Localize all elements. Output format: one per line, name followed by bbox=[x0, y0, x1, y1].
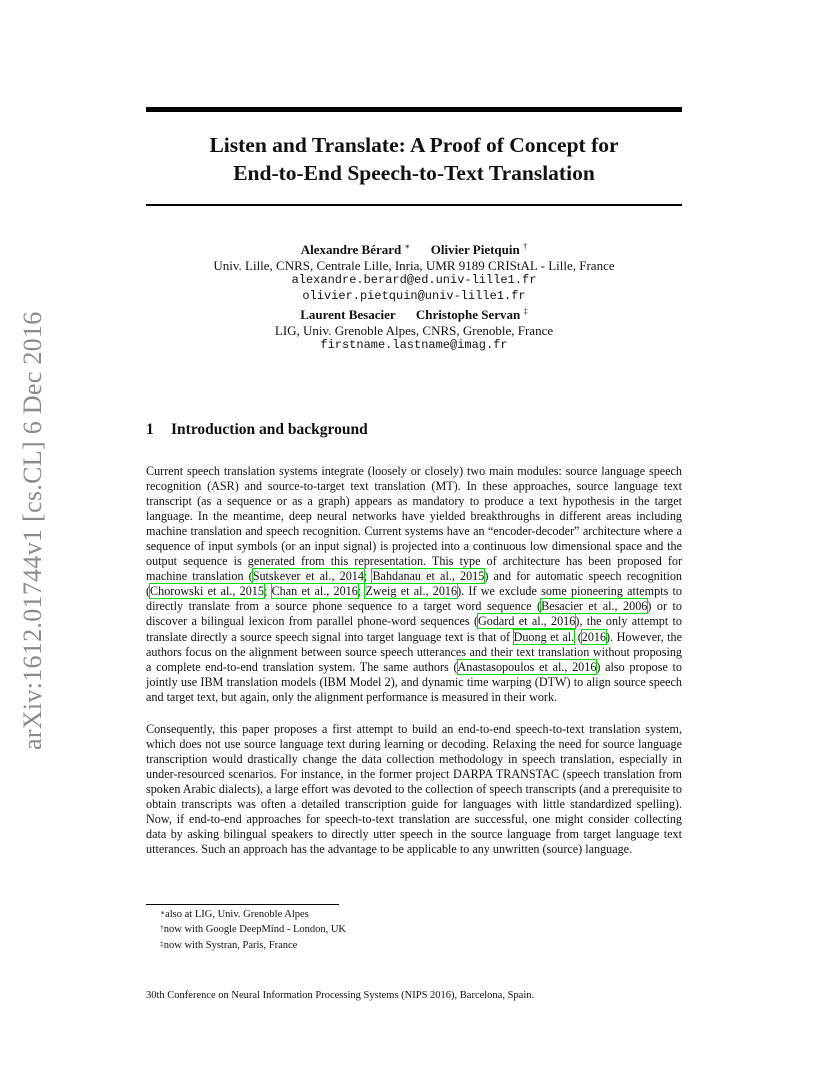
paragraph-text: ) or to discover a bilingual lexicon from parallel phone-word sequences ( bbox=[146, 599, 682, 629]
paragraph-text: ). However, the authors focus on the alignment between source speech utterances and their text translation without proposing a complete end-to-end translation system. The same authors ( bbox=[146, 629, 683, 674]
footnote-rule bbox=[146, 904, 339, 905]
arxiv-identifier-stamp: arXiv:1612.01744v1 [cs.CL] 6 Dec 2016 bbox=[18, 311, 47, 750]
paragraph-text: ). If we exclude some pioneering attempts to directly translate from a source phone sequence to a target word sequence ( bbox=[146, 584, 682, 614]
author-name: Christophe Servan bbox=[415, 307, 521, 322]
paragraph-text: ) and for automatic speech recognition ( bbox=[146, 569, 682, 599]
author-block-2 bbox=[146, 307, 682, 354]
footnote-marker[interactable]: ‡ bbox=[523, 306, 528, 316]
author-email: firstname.lastname@imag.fr bbox=[320, 338, 508, 352]
paragraph-text: ; bbox=[363, 569, 373, 584]
citation-link[interactable]: Duong et al. bbox=[513, 629, 575, 644]
title-top-rule bbox=[146, 107, 682, 112]
paper-title bbox=[146, 131, 682, 187]
citation-link[interactable]: Sutskever et al., 2014 bbox=[252, 569, 364, 584]
paragraph-text: Current speech translation systems integrate (loosely or closely) two main modules: source language speech recognition (ASR) and source-to-target text translation (MT). In these approaches, source language text transcript (as a sequence or as a graph) appears as mandatory to produce a text hypothesis in the target language. In the meantime, deep neural networks have yielded breakthroughs in different areas including machine translation and speech recognition. Current systems have an “encoder-decoder” architecture where a sequence of input symbols (or an input signal) is projected into a continuous low dimensional space and the output sequence is generated from this representation. This type of architecture has been proposed for machine translation ( bbox=[146, 464, 682, 584]
footnote-text: also at LIG, Univ. Grenoble Alpes bbox=[165, 909, 309, 920]
author-name: Alexandre Bérard bbox=[300, 242, 402, 257]
footnote-mark: ‡ bbox=[160, 938, 164, 948]
footnote-mark: † bbox=[160, 923, 164, 933]
citation-link[interactable]: Chorowski et al., 2015 bbox=[150, 584, 264, 599]
section-number: 1 bbox=[146, 421, 154, 438]
footnote-marker[interactable]: ∗ bbox=[404, 241, 411, 251]
section-heading bbox=[146, 421, 368, 439]
paragraph-text: ) also propose to jointly use IBM translation models (IBM Model 2), and dynamic time warping (DTW) to align source speech and target text, but again, only the alignment performance is measured in their work. bbox=[146, 659, 683, 704]
author-name: Olivier Pietquin bbox=[430, 242, 520, 257]
paragraph-text: ( bbox=[574, 629, 582, 644]
footnote-item bbox=[160, 938, 346, 953]
title-line-1: Listen and Translate: A Proof of Concept for bbox=[209, 133, 619, 157]
citation-link[interactable]: Godard et al., 2016 bbox=[478, 614, 576, 629]
footnote-item bbox=[160, 922, 346, 937]
title-bottom-rule bbox=[146, 204, 682, 206]
footnote-text: now with Systran, Paris, France bbox=[163, 939, 298, 951]
paragraph-2: Consequently, this paper proposes a first attempt to build an end-to-end speech-to-text translation system, which does not use source language text during learning or decoding. Relaxing the need for source language transcription would drastically change the data collection methodology in speech translation, especially in under-resourced scenarios. For instance, in the former project DARPA TRANSTAC (speech translation from spoken Arabic dialects), a large effort was devoted to the collection of speech transcripts (and a prerequisite to obtain transcripts was often a detailed transcription guide for languages with little standardized spelling). Now, if end-to-end approaches for speech-to-text translation are successful, one might consider collecting data by asking bilingual speakers to directly utter speech in the source language from target language text utterances. Such an approach has the advantage to be applicable to any unwritten (source) language. bbox=[146, 722, 682, 857]
citation-link[interactable]: Besacier et al., 2006 bbox=[541, 599, 648, 614]
footnote-text: now with Google DeepMind - London, UK bbox=[163, 924, 347, 936]
paragraph-text: ; bbox=[263, 584, 272, 599]
affiliation: Univ. Lille, CNRS, Centrale Lille, Inria, UMR 9189 CRIStAL - Lille, France bbox=[213, 257, 615, 273]
author-block-1 bbox=[146, 242, 682, 304]
citation-link[interactable]: Bahdanau et al., 2015 bbox=[372, 569, 485, 584]
footnote-mark: ∗ bbox=[160, 908, 166, 917]
conference-note: 30th Conference on Neural Information Processing Systems (NIPS 2016), Barcelona, Spain. bbox=[146, 990, 535, 1001]
affiliation: LIG, Univ. Grenoble Alpes, CNRS, Grenoble, France bbox=[274, 322, 554, 338]
citation-link[interactable]: 2016 bbox=[581, 629, 607, 644]
author-email: olivier.pietquin@univ-lille1.fr bbox=[302, 288, 526, 303]
title-line-2: End-to-End Speech-to-Text Translation bbox=[233, 161, 595, 185]
footnote-marker[interactable]: † bbox=[523, 241, 528, 251]
author-names-1 bbox=[146, 242, 682, 258]
citation-link[interactable]: Zweig et al., 2016 bbox=[365, 584, 458, 599]
author-email: alexandre.berard@ed.univ-lille1.fr bbox=[291, 273, 537, 287]
section-title: Introduction and background bbox=[171, 421, 368, 438]
citation-link[interactable]: Chan et al., 2016 bbox=[271, 584, 358, 599]
author-name: Laurent Besacier bbox=[300, 307, 396, 322]
author-names-2 bbox=[146, 307, 682, 323]
footnote-item bbox=[160, 907, 346, 922]
paragraph-text: ; bbox=[357, 584, 366, 599]
paragraph-text: ), the only attempt to translate directly a source speech signal into target language text is that of bbox=[146, 614, 682, 644]
citation-link[interactable]: Anastasopoulos et al., 2016 bbox=[457, 659, 597, 674]
paragraph-1 bbox=[146, 464, 682, 705]
footnotes bbox=[160, 907, 346, 953]
